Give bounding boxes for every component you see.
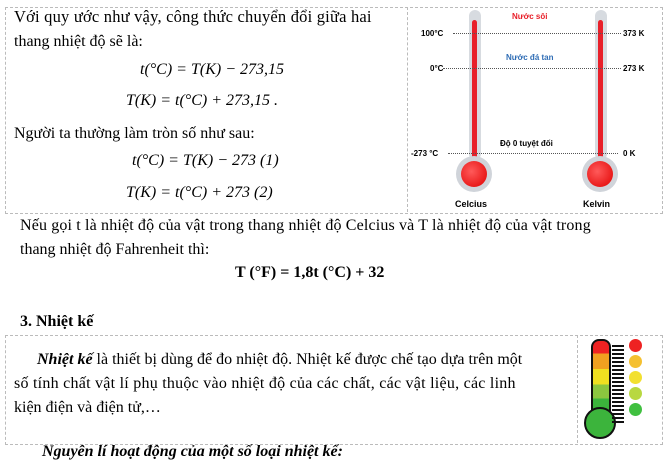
celsius-kelvin-diagram [408, 8, 660, 211]
label-boiling: Nước sôi [512, 12, 548, 21]
definition-rest1: là thiết bị dùng để đo nhiệt độ. Nhiệt kế được chế tạo dựa trên một [92, 351, 523, 368]
line-zero [448, 153, 618, 154]
line-boiling [453, 33, 621, 34]
rounding-text: Người ta thường làm tròn số như sau: [14, 125, 255, 142]
label-373k: 373 K [623, 29, 645, 38]
definition-line2: số tính chất vật lí phụ thuộc vào nhiệt độ của các chất, các vật liệu, các linh [14, 375, 516, 392]
fahrenheit-line1: Nếu gọi t là nhiệt độ của vật trong thang nhiệt độ Celcius và T là nhiệt độ của vật trong [20, 217, 591, 234]
fahrenheit-formula: T (°F) = 1,8t (°C) + 32 [235, 264, 385, 281]
thermometer-icon [588, 337, 658, 441]
face-orange-icon [629, 355, 642, 368]
label-100c: 100°C [421, 29, 444, 38]
label-minus273c: -273 °C [411, 149, 439, 158]
definition-divider [577, 335, 578, 443]
principle-heading: Nguyên lí hoạt động của một số loại nhiệt kế: [42, 443, 343, 460]
formula-3: t(°C) = T(K) − 273 (1) [132, 152, 279, 169]
label-0k: 0 K [623, 149, 636, 158]
face-green-icon [629, 403, 642, 416]
fahrenheit-line2: thang nhiệt độ Fahrenheit thì: [20, 241, 210, 258]
formula-2: T(K) = t(°C) + 273,15 . [126, 92, 278, 109]
section-heading: 3. Nhiệt kế [20, 313, 94, 330]
formula-4: T(K) = t(°C) + 273 (2) [126, 184, 273, 201]
formula-1: t(°C) = T(K) − 273,15 [140, 61, 284, 78]
definition-line3: kiện điện và điện tử,… [14, 399, 161, 416]
face-lightgreen-icon [629, 387, 642, 400]
label-kelvin: Kelvin [583, 199, 611, 209]
term-nhiet-ke: Nhiệt kế [37, 351, 93, 368]
face-red-icon [629, 339, 642, 352]
face-yellow-icon [629, 371, 642, 384]
definition-line1 [37, 351, 522, 369]
intro-line1: Với quy ước như vậy, công thức chuyển đổi giữa hai [14, 7, 372, 26]
intro-line2: thang nhiệt độ sẽ là: [14, 33, 143, 50]
label-273k: 273 K [623, 64, 645, 73]
label-melting: Nước đá tan [506, 53, 554, 62]
label-absolute-zero: Độ 0 tuyệt đối [500, 139, 553, 148]
label-0c: 0°C [430, 64, 444, 73]
line-melting [443, 68, 621, 69]
label-celsius: Celcius [455, 199, 488, 209]
